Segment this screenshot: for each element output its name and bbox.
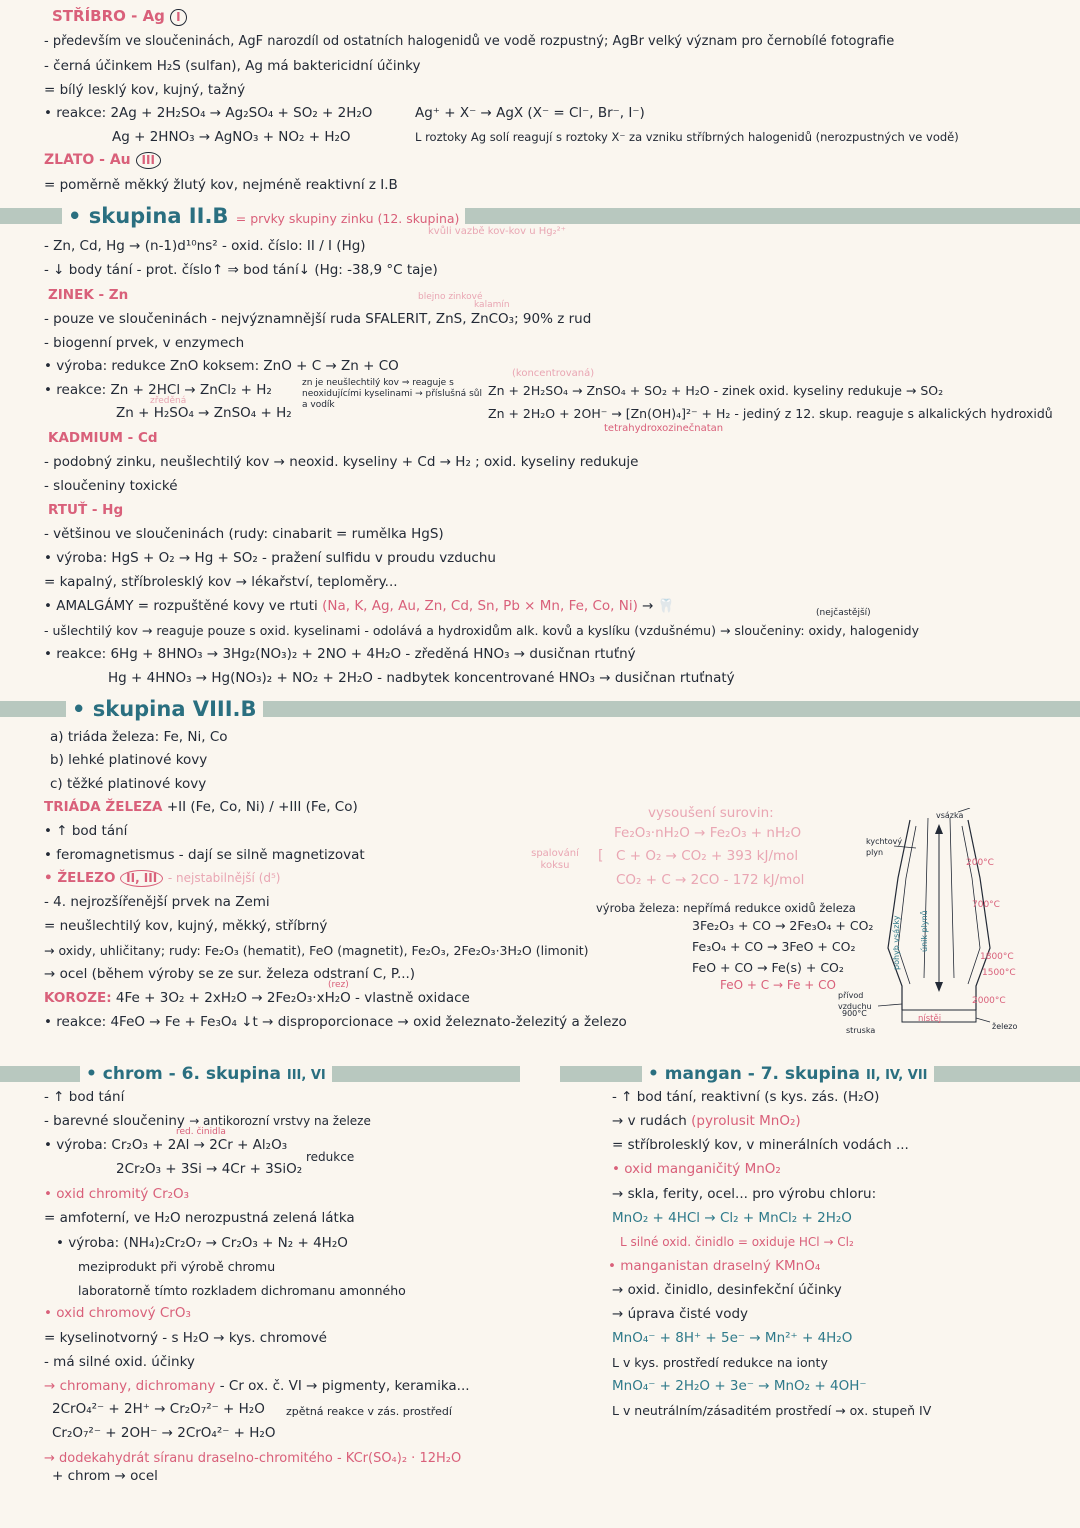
manganese-ore: (pyrolusit MnO₂) xyxy=(691,1113,801,1129)
note-line: • oxid manganičitý MnO₂ xyxy=(612,1161,781,1177)
note-line: - ↑ bod tání, reaktivní (s kys. zás. (H₂O) xyxy=(612,1089,880,1105)
mercury-title: RTUŤ - Hg xyxy=(48,502,124,518)
note-line: = kyselinotvorný - s H₂O → kys. chromové xyxy=(44,1330,327,1346)
note-line: • reakce: 2Ag + 2H₂SO₄ → Ag₂SO₄ + SO₂ + 2H₂O xyxy=(44,105,373,121)
note-line: • oxid chromový CrO₃ xyxy=(44,1305,191,1321)
diagram-label: pohyb vsázky xyxy=(892,915,901,970)
corrosion-reaction: 4Fe + 3O₂ + 2xH₂O → 2Fe₂O₃·xH₂O - vlastně oxidace xyxy=(115,990,470,1006)
reaction-line: C + O₂ → CO₂ + 393 kJ/mol xyxy=(616,848,799,864)
reaction-line: MnO₄⁻ + 8H⁺ + 5e⁻ → Mn²⁺ + 4H₂O xyxy=(612,1330,853,1346)
reaction-line: FeO + CO → Fe(s) + CO₂ xyxy=(692,960,844,975)
diagram-label: přívod vzduchu xyxy=(838,991,872,1011)
note-line: laboratorně tímto rozkladem dichromanu amonného xyxy=(78,1283,406,1298)
note-line xyxy=(44,1378,470,1395)
note-line: = neušlechtilý kov, kujný, měkký, stříbrný xyxy=(44,918,328,934)
note-line xyxy=(44,598,675,615)
zinc-title: ZINEK - Zn xyxy=(48,287,129,303)
diagram-label: vsázka xyxy=(936,811,964,820)
note-line: - sloučeniny toxické xyxy=(44,478,178,494)
side-note: zpětná reakce v zás. prostředí xyxy=(286,1405,452,1418)
side-note: (koncentrovaná) xyxy=(512,368,595,379)
side-note: zn je neušlechtilý kov ⇒ reaguje s neoxidujícími kyselinami → příslušná sůl a vodík xyxy=(302,378,482,410)
reaction-line: • reakce: 6Hg + 8HNO₃ → 3Hg₂(NO₃)₂ + 2NO + 4H₂O - zředěná HNO₃ → dusičnan rtuťný xyxy=(44,646,636,662)
note-line xyxy=(612,1113,801,1130)
chromium-property: - barevné sloučeniny xyxy=(44,1113,185,1129)
side-note: (rez) xyxy=(328,980,349,990)
note-line: - podobný zinku, neušlechtilý kov → neoxid. kyseliny + Cd → H₂ ; oxid. kyseliny redukuje xyxy=(44,454,639,470)
note-line: → dodekahydrát síranu draselno-chromitého - KCr(SO₄)₂ · 12H₂O xyxy=(44,1451,462,1466)
note-line: + chrom → ocel xyxy=(52,1468,158,1484)
note-line: = kapalný, stříbrolesklý kov → lékařství, teploměry... xyxy=(44,574,398,590)
note-line: = bílý lesklý kov, kujný, tažný xyxy=(44,82,246,98)
silver-title: STŘÍBRO - Ag I xyxy=(52,8,187,26)
side-note: tetrahydroxozinečnatan xyxy=(604,423,724,434)
tooth-icon: → 🦷 xyxy=(642,598,675,614)
note-line: = poměrně měkký žlutý kov, nejméně reaktivní z I.B xyxy=(44,177,398,193)
note-line: • ↑ bod tání xyxy=(44,823,128,839)
note-line: - většinou ve sloučeninách (rudy: cinabarit = rumělka HgS) xyxy=(44,526,444,542)
diagram-label: nístěj xyxy=(918,1014,942,1024)
oxidation-badge: I xyxy=(170,9,186,26)
reaction-line: MnO₄⁻ + 2H₂O + 3e⁻ → MnO₂ + 4OH⁻ xyxy=(612,1378,867,1394)
note-line: L v kys. prostředí redukce na ionty xyxy=(612,1355,828,1370)
reaction-line: • reakce: 4FeO → Fe + Fe₃O₄ ↓t → disproporcionace → oxid železnato-železitý a železo xyxy=(44,1014,627,1030)
iron-triad-title xyxy=(44,799,358,816)
manganese-oxidation: II, IV, VII xyxy=(865,1068,928,1083)
reaction-line: Cr₂O₇²⁻ + 2OH⁻ → 2CrO₄²⁻ + H₂O xyxy=(52,1425,276,1441)
reaction-line: • výroba: Cr₂O₃ + 2Al → 2Cr + Al₂O₃ xyxy=(44,1137,288,1153)
reaction-line: FeO + C → Fe + CO xyxy=(720,978,836,992)
note-line: → úprava čisté vody xyxy=(612,1306,749,1322)
diagram-label: struska xyxy=(846,1026,876,1035)
reaction-line: Zn + H₂SO₄ → ZnSO₄ + H₂ xyxy=(116,405,292,421)
triad-oxidation: +II (Fe, Co, Ni) / +III (Fe, Co) xyxy=(166,799,358,815)
side-note: redukce xyxy=(306,1150,355,1164)
note-line: - ↑ bod tání xyxy=(44,1089,125,1105)
corrosion-line xyxy=(44,990,470,1007)
reaction-line: Zn + 2H₂SO₄ → ZnSO₄ + SO₂ + H₂O - zinek oxid. kyseliny redukuje → SO₂ xyxy=(488,383,944,398)
reaction-line: MnO₂ + 4HCl → Cl₂ + MnCl₂ + 2H₂O xyxy=(612,1210,852,1226)
diagram-label: 200°C xyxy=(966,858,994,868)
note-line: - Zn, Cd, Hg → (n-1)d¹⁰ns² - oxid. číslo: II / I (Hg) xyxy=(44,238,366,254)
section-heading-2b: • skupina II.B = prvky skupiny zinku (12. skupina) xyxy=(62,204,465,231)
diagram-label: 700°C xyxy=(972,900,1000,910)
cadmium-title: KADMIUM - Cd xyxy=(48,430,158,446)
oxidation-badge: III xyxy=(136,152,161,169)
section-heading-8b: • skupina VIII.B xyxy=(66,697,263,721)
reaction-line: Ag⁺ + X⁻ → AgX (X⁻ = Cl⁻, Br⁻, I⁻) xyxy=(415,105,645,121)
reaction-line: 2Cr₂O₃ + 3Si → 4Cr + 3SiO₂ xyxy=(116,1161,303,1177)
note-line: - 4. nejrozšířenější prvek na Zemi xyxy=(44,894,270,910)
chromium-use: → antikorozní vrstvy na železe xyxy=(189,1114,371,1128)
note-line: - především ve sloučeninách, AgF narozdíl od ostatních halogenidů ve vodě rozpustný; AgBr velký význam pro černobílé fotografie xyxy=(44,34,895,49)
bracket-icon: [ xyxy=(598,848,604,864)
list-item: a) triáda železa: Fe, Ni, Co xyxy=(50,729,228,745)
note-line: L silné oxid. činidlo = oxiduje HCl → Cl₂ xyxy=(620,1235,854,1249)
note-line: - černá účinkem H₂S (sulfan), Ag má baktericidní účinky xyxy=(44,58,421,74)
note-line: • feromagnetismus - dají se silně magnetizovat xyxy=(44,847,365,863)
reaction-line: Fe₂O₃·nH₂O → Fe₂O₃ + nH₂O xyxy=(614,825,802,841)
note-line: výroba železa: nepřímá redukce oxidů železa xyxy=(596,901,856,915)
reaction-line: 2CrO₄²⁻ + 2H⁺ → Cr₂O₇²⁻ + H₂O xyxy=(52,1401,265,1417)
side-note: (nejčastější) xyxy=(816,608,871,618)
iron-stability-note: - nejstabilnější (d⁵) xyxy=(167,871,281,885)
side-note: kvůli vazbě kov-kov u Hg₂²⁺ xyxy=(428,226,566,237)
list-item: b) lehké platinové kovy xyxy=(50,752,208,768)
side-note: zředěná xyxy=(150,396,187,406)
note-line: → oxidy, uhličitany; rudy: Fe₂O₃ (hematit), FeO (magnetit), Fe₂O₃, 2Fe₂O₃·3H₂O (limonit) xyxy=(44,943,589,958)
note-line: L roztoky Ag solí reagují s roztoky X⁻ za vzniku stříbrných halogenidů (nerozpustných ve vodě) xyxy=(415,130,959,144)
reaction-line: CO₂ + C → 2CO - 172 kJ/mol xyxy=(616,872,805,888)
corrosion-label: KOROZE: xyxy=(44,990,112,1006)
reaction-line: Hg + 4HNO₃ → Hg(NO₃)₂ + NO₂ + 2H₂O - nadbytek koncentrované HNO₃ → dusičnan rtuťnatý xyxy=(108,670,735,686)
reaction-line xyxy=(44,105,372,122)
note-line: meziprodukt při výrobě chromu xyxy=(78,1259,276,1274)
reaction-line: Fe₃O₄ + CO → 3FeO + CO₂ xyxy=(692,939,856,954)
note-line: → skla, ferity, ocel... pro výrobu chloru: xyxy=(612,1186,877,1202)
note-line: • oxid chromitý Cr₂O₃ xyxy=(44,1186,190,1202)
note-line: = stříbrolesklý kov, v minerálních vodách ... xyxy=(612,1137,909,1153)
diagram-label: železo xyxy=(992,1022,1018,1031)
diagram-label: 1500°C xyxy=(982,968,1016,978)
note-line: - biogenní prvek, v enzymech xyxy=(44,335,245,351)
drying-title: vysoušení surovin: xyxy=(648,805,774,821)
note-line: • výroba: HgS + O₂ → Hg + SO₂ - pražení sulfidu v proudu vzduchu xyxy=(44,550,496,566)
chromium-oxidation: III, VI xyxy=(286,1068,326,1083)
note-line: → oxid. činidlo, desinfekční účinky xyxy=(612,1282,842,1298)
diagram-label: kychtový plyn xyxy=(866,837,903,857)
note-line: - ↓ body tání - prot. číslo↑ ⇒ bod tání↓ (Hg: -38,9 °C taje) xyxy=(44,262,438,278)
chromium-heading: • chrom - 6. skupina III, VI xyxy=(80,1064,332,1086)
side-note: spalování koksu xyxy=(531,848,579,871)
chromates-use: - Cr ox. č. VI → pigmenty, keramika... xyxy=(219,1378,470,1394)
reaction-line: • výroba: (NH₄)₂Cr₂O₇ → Cr₂O₃ + N₂ + 4H₂O xyxy=(56,1235,348,1251)
reaction-line: 3Fe₂O₃ + CO → 2Fe₃O₄ + CO₂ xyxy=(692,918,874,933)
chromates-label: → chromany, dichromany xyxy=(44,1378,216,1394)
note-line: → ocel (během výroby se ze sur. železa odstraní C, P...) xyxy=(44,966,416,982)
note-line: - ušlechtilý kov → reaguje pouze s oxid. kyselinami - odolává a hydroxidům alk. kovů a kyslíku (vzdušnému) → sloučeniny: oxidy, halogenidy xyxy=(44,623,919,638)
manganese-heading: • mangan - 7. skupina II, IV, VII xyxy=(642,1064,934,1086)
side-note: blejno zinkové xyxy=(418,292,483,302)
note-line: L v neutrálním/zásaditém prostředí → ox. stupeň IV xyxy=(612,1403,932,1418)
amalgam-label: • AMALGÁMY = rozpuštěné kovy ve rtuti xyxy=(44,598,318,614)
side-note: red. činidla xyxy=(176,1127,226,1137)
list-item: c) těžké platinové kovy xyxy=(50,776,207,792)
manganese-ore-label: → v rudách xyxy=(612,1113,687,1129)
gold-title: ZLATO - Au III xyxy=(44,152,161,169)
triad-label: TRIÁDA ŽELEZA xyxy=(44,799,163,815)
note-line: - pouze ve sloučeninách - nejvýznamnější ruda SFALERIT, ZnS, ZnCO₃; 90% z rud xyxy=(44,311,592,327)
note-line: = amfoterní, ve H₂O nerozpustná zelená látka xyxy=(44,1210,355,1226)
reaction-line: Zn + 2H₂O + 2OH⁻ → [Zn(OH)₄]²⁻ + H₂ - jediný z 12. skup. reaguje s alkalických hydroxidů xyxy=(488,406,1053,421)
note-line: • výroba: redukce ZnO koksem: ZnO + C → Zn + CO xyxy=(44,358,399,374)
diagram-label: únik plynů xyxy=(920,910,929,952)
iron-title: • ŽELEZO II, III - nejstabilnější (d⁵) xyxy=(44,870,281,886)
reaction-line: Ag + 2HNO₃ → AgNO₃ + NO₂ + H₂O xyxy=(112,129,351,145)
reaction-line: • reakce: Zn + 2HCl → ZnCl₂ + H₂ xyxy=(44,382,272,398)
oxidation-badge: II, III xyxy=(120,870,163,887)
side-note: kalamín xyxy=(474,300,510,310)
diagram-label: 1800°C xyxy=(980,952,1014,962)
note-line: • manganistan draselný KMnO₄ xyxy=(608,1258,821,1274)
diagram-label: 2000°C xyxy=(972,996,1006,1006)
diagram-label: 900°C xyxy=(842,1009,867,1018)
note-line: - má silné oxid. účinky xyxy=(44,1354,195,1370)
amalgam-metals: (Na, K, Ag, Au, Zn, Cd, Sn, Pb × Mn, Fe, Co, Ni) xyxy=(322,598,638,614)
